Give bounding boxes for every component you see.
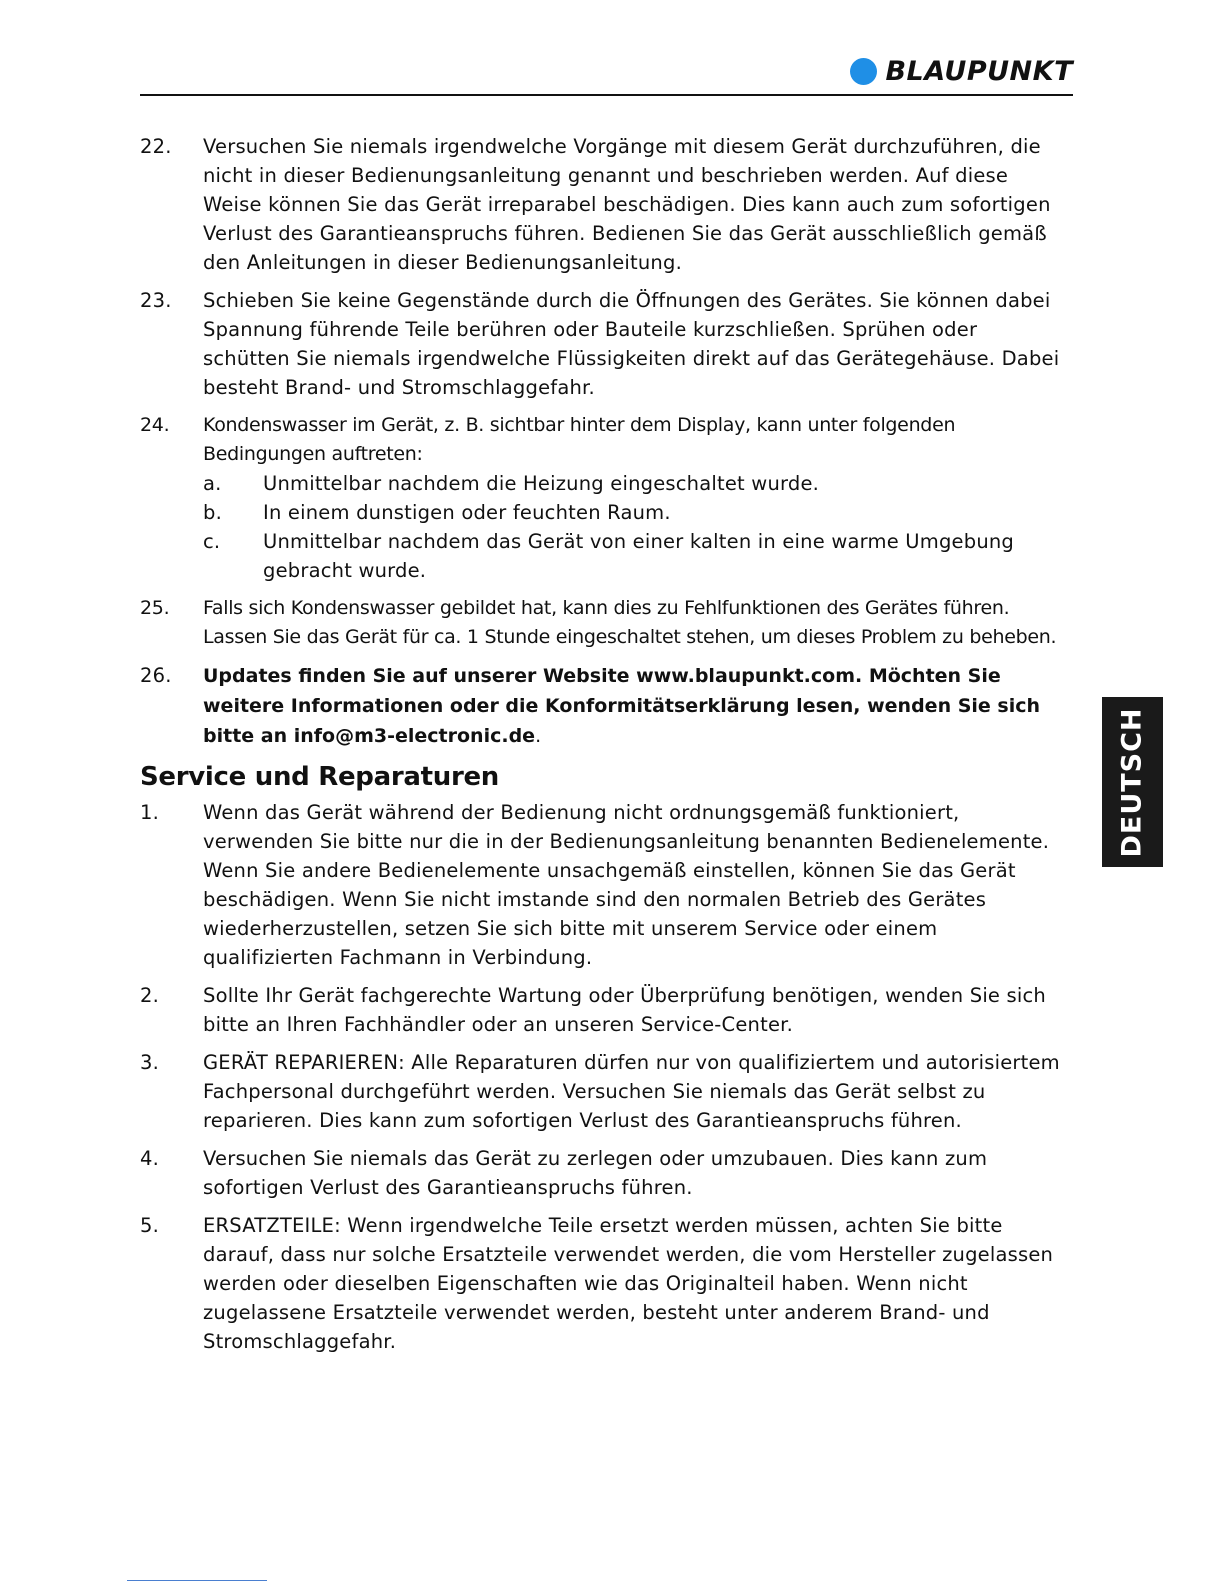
- service-item-1: [140, 798, 1070, 972]
- language-tab-label: DEUTSCH: [1117, 706, 1148, 858]
- list-item-22: [140, 132, 1070, 277]
- language-tab: [1102, 697, 1163, 867]
- list-item-25: [140, 594, 1070, 652]
- sub-item-letter: b.: [203, 501, 222, 524]
- item-text: Schieben Sie keine Gegenstände durch die Öffnungen des Gerätes. Sie können dabei Spannung führende Teile berühren oder Bauteile kurzschließen. Sprühen oder schütten Sie niemals irgendwelche Flüssigkeiten direkt auf das Gerätegehäuse. Dabei besteht Brand- und Stromschlaggefahr.: [203, 289, 1060, 399]
- item-number: 2.: [140, 984, 160, 1007]
- sub-item-c: [203, 527, 1070, 585]
- item-text: Falls sich Kondenswasser gebildet hat, kann dies zu Fehlfunktionen des Gerätes führen. Lassen Sie das Gerät für ca. 1 Stunde eingeschaltet stehen, um dieses Problem zu beheben.: [203, 597, 1057, 648]
- sub-item-letter: c.: [203, 530, 221, 553]
- service-item-2: [140, 981, 1070, 1039]
- footer-divider: [127, 1580, 267, 1581]
- service-item-3: [140, 1048, 1070, 1135]
- item-number: 24.: [140, 414, 170, 436]
- list-item-24: [140, 411, 1070, 469]
- brand-dot-icon: [850, 58, 877, 85]
- item-number: 5.: [140, 1214, 160, 1237]
- item-text: Updates finden Sie auf unserer Website www.blaupunkt.com. Möchten Sie weitere Informationen oder die Konformitätserklärung lesen, wenden Sie sich bitte an info@m3-electronic.de: [203, 665, 1041, 747]
- item-text: Versuchen Sie niemals das Gerät zu zerlegen oder umzubauen. Dies kann zum sofortigen Verlust des Garantieanspruchs führen.: [203, 1147, 988, 1199]
- item-text: GERÄT REPARIEREN: Alle Reparaturen dürfen nur von qualifiziertem und autorisiertem Fachpersonal durchgeführt werden. Versuchen Sie niemals das Gerät selbst zu reparieren. Dies kann zum sofortigen Verlust des Garantieanspruchs führen.: [203, 1051, 1060, 1132]
- header-divider: [140, 94, 1073, 96]
- item-number: 22.: [140, 135, 172, 158]
- item-text: Wenn das Gerät während der Bedienung nicht ordnungsgemäß funktioniert, verwenden Sie bitte nur die in der Bedienungsanleitung benannten Bedienelemente. Wenn Sie andere Bedienelemente unsachgemäß einstellen, können Sie das Gerät beschädigen. Wenn Sie nicht imstande sind den normalen Betrieb des Gerätes wiederherzustellen, setzen Sie sich bitte mit unserem Service oder einem qualifizierten Fachmann in Verbindung.: [203, 801, 1050, 969]
- item-text: Sollte Ihr Gerät fachgerechte Wartung oder Überprüfung benötigen, wenden Sie sich bitte an Ihren Fachhändler oder an unseren Service-Center.: [203, 984, 1046, 1036]
- item-number: 26.: [140, 664, 172, 687]
- list-item-23: [140, 286, 1070, 402]
- sub-item-text: In einem dunstigen oder feuchten Raum.: [263, 501, 671, 524]
- sub-item-letter: a.: [203, 472, 222, 495]
- page-content: [140, 132, 1070, 1365]
- brand-logo: [850, 56, 1073, 87]
- item-text-suffix: .: [535, 725, 542, 747]
- brand-name: BLAUPUNKT: [885, 56, 1073, 87]
- list-item-26: [140, 661, 1070, 751]
- sub-item-text: Unmittelbar nachdem die Heizung eingeschaltet wurde.: [263, 472, 820, 495]
- list-item-24-block: [140, 411, 1070, 585]
- sub-item-text: Unmittelbar nachdem das Gerät von einer kalten in eine warme Umgebung gebracht wurde.: [263, 530, 1015, 582]
- item-text: Kondenswasser im Gerät, z. B. sichtbar hinter dem Display, kann unter folgenden Bedingungen auftreten:: [203, 414, 956, 465]
- item-text: Versuchen Sie niemals irgendwelche Vorgänge mit diesem Gerät durchzuführen, die nicht in dieser Bedienungsanleitung genannt und beschrieben werden. Auf diese Weise können Sie das Gerät irreparabel beschädigen. Dies kann auch zum sofortigen Verlust des Garantieanspruchs führen. Bedienen Sie das Gerät ausschließlich gemäß den Anleitungen in dieser Bedienungsanleitung.: [203, 135, 1051, 274]
- item-number: 4.: [140, 1147, 160, 1170]
- sub-list-24: [203, 469, 1070, 585]
- sub-item-a: [203, 469, 1070, 498]
- item-number: 1.: [140, 801, 160, 824]
- item-number: 23.: [140, 289, 172, 312]
- item-number: 3.: [140, 1051, 160, 1074]
- sub-item-b: [203, 498, 1070, 527]
- section-heading: Service und Reparaturen: [140, 762, 500, 792]
- item-number: 25.: [140, 597, 170, 619]
- service-item-5: [140, 1211, 1070, 1356]
- item-text-wrap: [203, 661, 1070, 751]
- item-text: ERSATZTEILE: Wenn irgendwelche Teile ersetzt werden müssen, achten Sie bitte darauf, dass nur solche Ersatzteile verwendet werden, die vom Hersteller zugelassen werden oder dieselben Eigenschaften wie das Originalteil haben. Wenn nicht zugelassene Ersatzteile verwendet werden, besteht unter anderem Brand- und Stromschlaggefahr.: [203, 1214, 1054, 1353]
- service-item-4: [140, 1144, 1070, 1202]
